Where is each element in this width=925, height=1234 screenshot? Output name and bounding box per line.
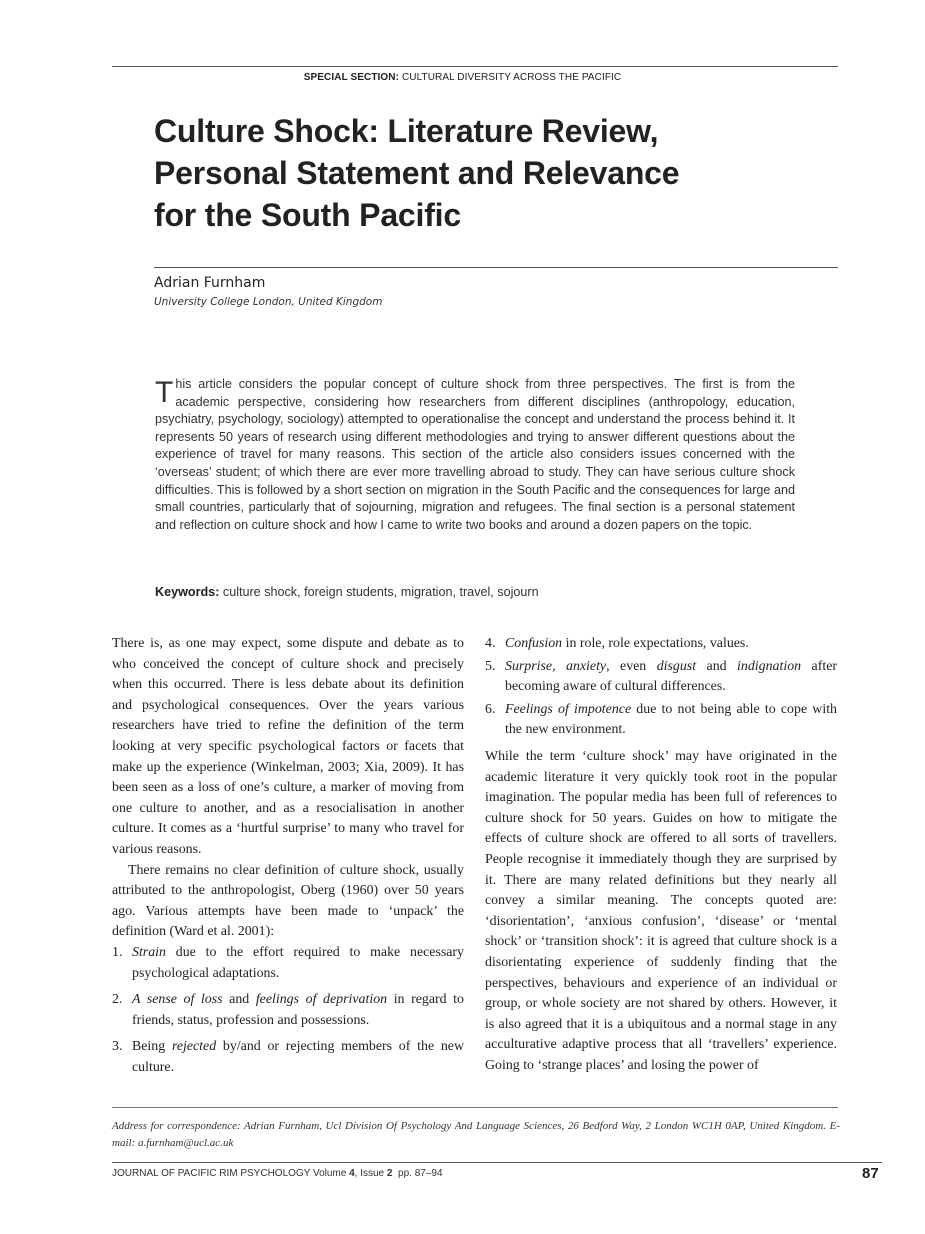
title-line: Culture Shock: Literature Review, [154,113,659,149]
page-range: pp. 87–94 [398,1168,443,1179]
title-line: for the South Pacific [154,197,461,233]
drop-cap: T [155,376,174,409]
emphasis-text: A sense of loss [132,992,223,1008]
page-number: 87 [862,1165,879,1182]
right-column [485,634,837,1076]
keywords [155,585,539,599]
definition-list [112,943,464,1079]
list-number: 1. [112,944,123,960]
list-text: after becoming aware of cultural differences. [505,658,837,695]
definition-list [485,634,837,741]
emphasis-text: Confusion [505,636,563,651]
list-item [485,657,837,698]
list-text: and [696,658,738,674]
title-rule [154,267,838,268]
abstract [155,376,795,534]
emphasis-text: feelings of deprivation [255,992,388,1008]
emphasis-text: Strain [132,944,166,960]
list-text: due to not being able to cope with the new environment. [505,701,837,738]
emphasis-text: disgust [656,658,697,674]
list-text: in role, role expectations, values. [562,636,749,651]
emphasis-text: Surprise, anxiety [505,658,607,674]
list-item [485,700,837,741]
list-number: 2. [112,992,123,1008]
author-name: Adrian Furnham [154,275,266,291]
body-paragraph: While the term ‘culture shock’ may have originated in the academic literature it very quickly took root in the popular imagination. The popular media has been full of references to culture shock for 50 years. Guides on how to mitigate the effects of culture shock are offered to all sorts of travellers. People recognise it immediately though they are surprised by it. There are many related definitions but they nearly all convey a similar meaning. The concepts quoted are: ‘disorientation’, ‘anxious confusion’, ‘disease’ or ‘mental shock’ or ‘transition shock’: it is agreed that culture shock is a disorientating experience of suddenly finding that the perspectives, behaviours and experience of an individual or group, or whole society are not shared by others. However, it is also agreed that it is a ubiquitous and a normal stage in any acculturative adaptive process that all ‘travellers’ experience. Going to ‘strange places’ and losing the power of [485,748,837,1073]
list-text: , even [606,658,657,674]
journal-footer [112,1168,443,1179]
title-line: Personal Statement and Relevance [154,155,680,191]
list-number: 5. [485,658,496,674]
list-text: due to the effort required to make necessary psychological adaptations. [132,944,464,981]
list-number: 4. [485,636,496,651]
list-item [112,1037,464,1078]
journal-name: JOURNAL OF PACIFIC RIM PSYCHOLOGY Volume [112,1168,347,1179]
volume: 4 [349,1168,355,1179]
list-text: by/and or rejecting members of the new culture. [132,1039,464,1075]
keywords-text: culture shock, foreign students, migration, travel, sojourn [222,585,539,599]
top-rule [112,66,838,67]
list-text: Being [132,1039,172,1055]
list-text: and [222,992,256,1008]
abstract-text: his article considers the popular concept of culture shock from three perspectives. The first is from the academic perspective, considering how researchers from different disciplines (anthropology, education, psychiatry, psychology, sociology) attempted to operationalise the concept and understand the process behind it. It represents 50 years of research using different methodologies and trying to answer different questions about the experience of travel for many reasons. This section of the article also considers issues concerned with the ‘overseas’ student; of which there are ever more travelling abroad to study. They can have serious culture shock difficulties. This is followed by a short section on migration in the South Pacific and the consequences for large and small countries, particularly that of sojourning, migration and refugees. The final section is a personal statement and reflection on culture shock and how I came to write two books and around a dozen papers on the topic. [155,377,795,532]
list-number: 3. [112,1039,123,1055]
article-title [154,110,854,236]
footnote-rule [112,1107,838,1108]
emphasis-text: rejected [171,1039,217,1055]
correspondence-footnote: Address for correspondence: Adrian Furnham, Ucl Division Of Psychology And Language Sciences, 26 Bedford Way, 2 London WC1H 0AP, United Kingdom. E-mail: a.furnham@ucl.ac.uk [112,1120,840,1149]
body-paragraph: There is, as one may expect, some dispute and debate as to who conceived the concept of culture shock and precisely when this occurred. There is less debate about its definition and psychological consequences. Over the years various researchers have tried to refine the definition of the term looking at very specific psychological factors or facets that make up the experience (Winkelman, 2003; Xia, 2009). It has been seen as a loss of one’s culture, a marker of moving from one culture to another, and as a resocialisation in another culture. It comes as a ‘hurtful surprise’ to many who travel for various reasons. [112,636,464,857]
issue-label: , Issue [354,1168,385,1179]
section-name: CULTURAL DIVERSITY ACROSS THE PACIFIC [401,72,622,83]
issue: 2 [386,1168,393,1179]
list-item [485,634,837,655]
list-item [112,943,464,984]
emphasis-text: indignation [737,658,802,674]
footer-rule [112,1162,882,1163]
list-text: in regard to friends, status, profession and possessions. [132,992,464,1028]
body-paragraph: There remains no clear definition of culture shock, usually attributed to the anthropologist, Oberg (1960) over 50 years ago. Various attempts have been made to ‘unpack’ the definition (Ward et al. 2001): [112,862,464,940]
author-affiliation: University College London, United Kingdom [154,296,383,308]
keywords-label: Keywords: [155,585,220,599]
list-item [112,990,464,1031]
list-number: 6. [485,701,496,717]
emphasis-text: Feelings of impotence [505,701,632,717]
section-header [0,72,925,83]
section-label: SPECIAL SECTION: [303,72,400,83]
left-column [112,634,464,1078]
